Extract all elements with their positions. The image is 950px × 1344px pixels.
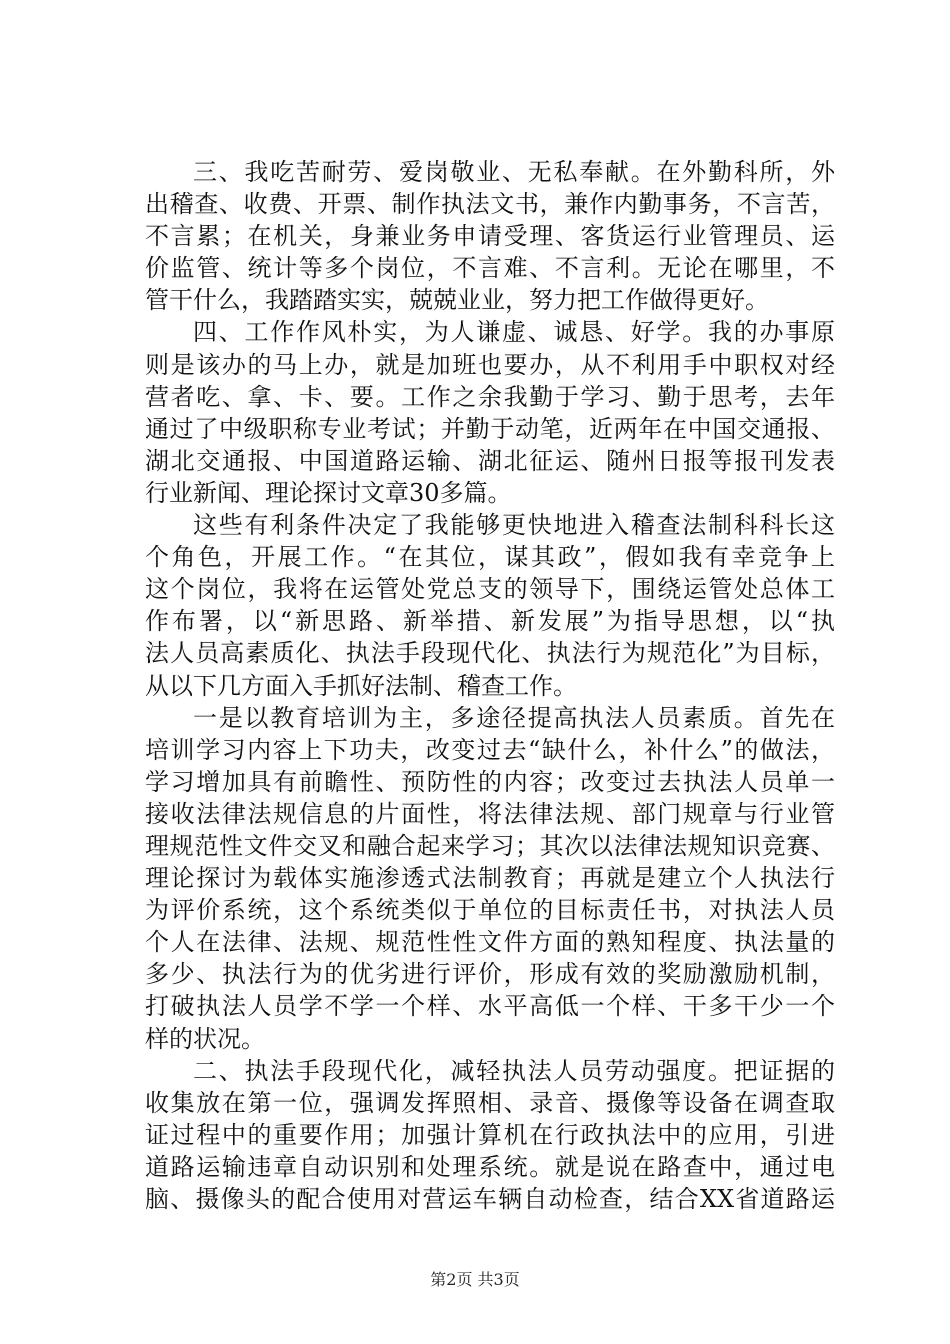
text-line: 理论探讨为载体实施渗透式法制教育；再就是建立个人执法行 — [145, 864, 835, 893]
page-footer: 第2页 共3页 — [430, 1270, 520, 1289]
text-line: 二、执法手段现代化，减轻执法人员劳动强度。把证据的 — [193, 1056, 835, 1085]
text-line: 一是以教育培训为主，多途径提高执法人员素质。首先在 — [193, 703, 835, 732]
text-line: 理规范性文件交叉和融合起来学习；其次以法律法规知识竞赛、 — [145, 831, 835, 860]
text-line: 这些有利条件决定了我能够更快地进入稽查法制科科长这 — [193, 511, 835, 540]
text-line: 学习增加具有前瞻性、预防性的内容；改变过去执法人员单一 — [145, 767, 835, 796]
text-line: 法人员高素质化、执法手段现代化、执法行为规范化”为目标， — [145, 639, 835, 668]
text-line: 则是该办的马上办，就是加班也要办，从不利用手中职权对经 — [145, 350, 835, 379]
text-line: 道路运输违章自动识别和处理系统。就是说在路查中，通过电 — [145, 1152, 835, 1181]
text-line: 湖北交通报、中国道路运输、湖北征运、随州日报等报刊发表 — [145, 446, 835, 475]
paragraph — [145, 156, 835, 316]
text-line: 脑、摄像头的配合使用对营运车辆自动检查，结合XX省道路运 — [145, 1185, 835, 1213]
document-body — [145, 156, 835, 1215]
text-line: 培训学习内容上下功夫，改变过去“缺什么，补什么”的做法， — [145, 735, 835, 764]
paragraph — [145, 509, 835, 702]
text-line: 通过了中级职称专业考试；并勤于动笔，近两年在中国交通报、 — [145, 414, 835, 443]
text-line: 个角色，开展工作。“在其位，谋其政”，假如我有幸竞争上 — [145, 543, 835, 572]
text-line: 打破执法人员学不学一个样、水平高低一个样、干多干少一个 — [145, 992, 835, 1021]
paragraph — [145, 316, 835, 509]
text-line: 作布署，以“新思路、新举措、新发展”为指导思想，以“执 — [145, 607, 835, 636]
text-line: 这个岗位，我将在运管处党总支的领导下，围绕运管处总体工 — [145, 575, 835, 604]
text-line: 不言累；在机关，身兼业务申请受理、客货运行业管理员、运 — [145, 222, 835, 251]
text-line: 多少、执法行为的优劣进行评价，形成有效的奖励激励机制， — [145, 960, 835, 989]
text-line: 接收法律法规信息的片面性，将法律法规、部门规章与行业管 — [145, 799, 835, 828]
text-line: 为评价系统，这个系统类似于单位的目标责任书，对执法人员 — [145, 896, 835, 925]
text-line: 样的状况。 — [145, 1024, 265, 1053]
text-line: 收集放在第一位，强调发挥照相、录音、摄像等设备在调查取 — [145, 1088, 835, 1117]
text-line: 四、工作作风朴实，为人谦虚、诚恳、好学。我的办事原 — [193, 318, 835, 347]
text-line: 出稽查、收费、开票、制作执法文书，兼作内勤事务，不言苦， — [145, 190, 835, 219]
text-line: 管干什么，我踏踏实实，兢兢业业，努力把工作做得更好。 — [145, 286, 769, 315]
text-line: 价监管、统计等多个岗位，不言难、不言利。无论在哪里，不 — [145, 254, 835, 283]
text-line: 个人在法律、法规、规范性性文件方面的熟知程度、执法量的 — [145, 928, 835, 957]
text-line: 行业新闻、理论探讨文章30多篇。 — [145, 478, 512, 507]
paragraph — [145, 1055, 835, 1215]
text-line: 三、我吃苦耐劳、爱岗敬业、无私奉献。在外勤科所，外 — [193, 158, 835, 186]
paragraph — [145, 702, 835, 1055]
text-line: 从以下几方面入手抓好法制、稽查工作。 — [145, 671, 577, 700]
text-line: 证过程中的重要作用；加强计算机在行政执法中的应用，引进 — [145, 1120, 835, 1149]
text-line: 营者吃、拿、卡、要。工作之余我勤于学习、勤于思考，去年 — [145, 382, 835, 411]
